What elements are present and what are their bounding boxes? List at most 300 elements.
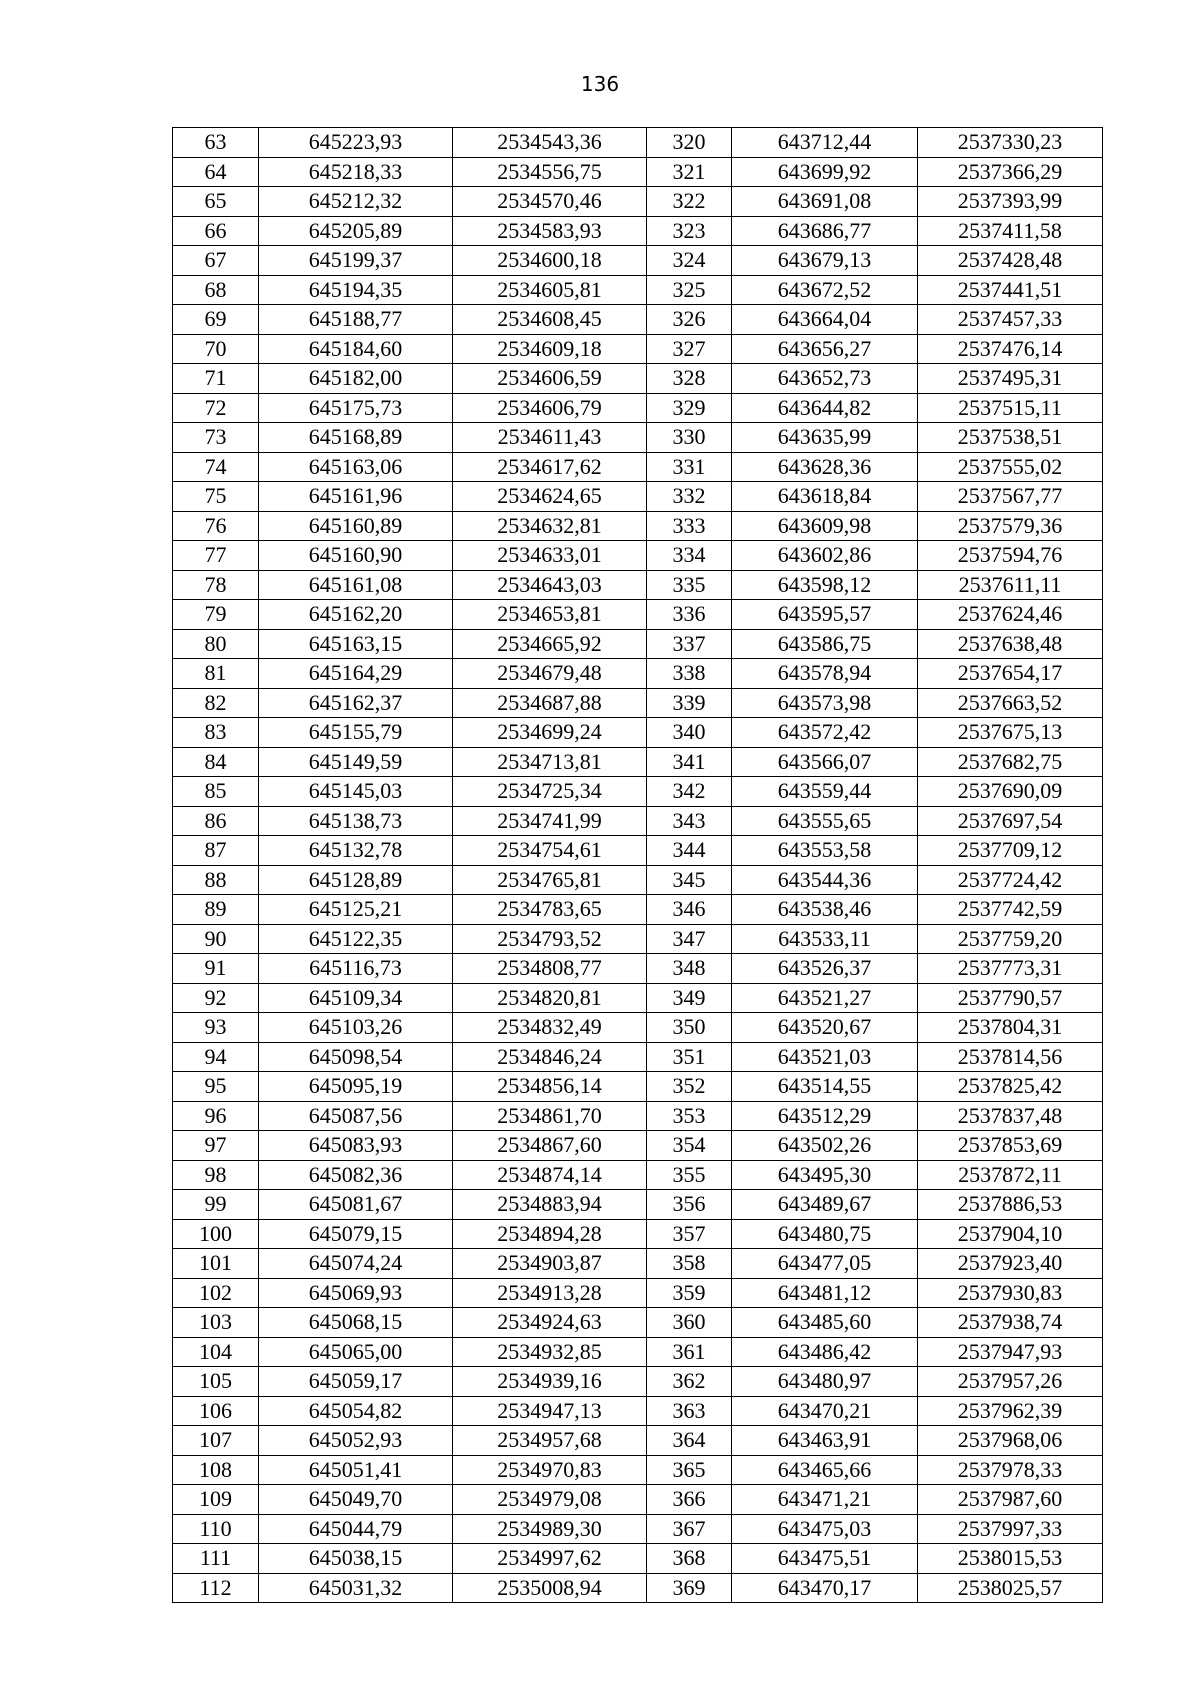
x-coordinate-cell: 645212,32 [259, 187, 453, 217]
x-coordinate-cell: 643664,04 [732, 305, 918, 335]
y-coordinate-cell: 2537825,42 [918, 1072, 1103, 1102]
y-coordinate-cell: 2537987,60 [918, 1485, 1103, 1515]
point-number-cell: 348 [647, 954, 732, 984]
table-row [173, 1367, 1103, 1397]
point-number-cell: 332 [647, 482, 732, 512]
x-coordinate-cell: 645163,06 [259, 452, 453, 482]
point-number-cell: 105 [173, 1367, 259, 1397]
table-row [173, 777, 1103, 807]
point-number-cell: 336 [647, 600, 732, 630]
y-coordinate-cell: 2534643,03 [453, 570, 647, 600]
point-number-cell: 67 [173, 246, 259, 276]
point-number-cell: 71 [173, 364, 259, 394]
table-row [173, 1160, 1103, 1190]
x-coordinate-cell: 645044,79 [259, 1514, 453, 1544]
point-number-cell: 91 [173, 954, 259, 984]
y-coordinate-cell: 2537654,17 [918, 659, 1103, 689]
y-coordinate-cell: 2534970,83 [453, 1455, 647, 1485]
point-number-cell: 87 [173, 836, 259, 866]
y-coordinate-cell: 2534608,45 [453, 305, 647, 335]
y-coordinate-cell: 2534903,87 [453, 1249, 647, 1279]
point-number-cell: 341 [647, 747, 732, 777]
x-coordinate-cell: 645125,21 [259, 895, 453, 925]
x-coordinate-cell: 643544,36 [732, 865, 918, 895]
y-coordinate-cell: 2534932,85 [453, 1337, 647, 1367]
point-number-cell: 351 [647, 1042, 732, 1072]
point-number-cell: 322 [647, 187, 732, 217]
point-number-cell: 108 [173, 1455, 259, 1485]
x-coordinate-cell: 643480,75 [732, 1219, 918, 1249]
x-coordinate-cell: 643521,27 [732, 983, 918, 1013]
point-number-cell: 89 [173, 895, 259, 925]
x-coordinate-cell: 643644,82 [732, 393, 918, 423]
table-row [173, 1396, 1103, 1426]
point-number-cell: 343 [647, 806, 732, 836]
y-coordinate-cell: 2534600,18 [453, 246, 647, 276]
table-row [173, 541, 1103, 571]
point-number-cell: 355 [647, 1160, 732, 1190]
x-coordinate-cell: 645223,93 [259, 128, 453, 158]
point-number-cell: 112 [173, 1573, 259, 1603]
x-coordinate-cell: 645163,15 [259, 629, 453, 659]
x-coordinate-cell: 645128,89 [259, 865, 453, 895]
y-coordinate-cell: 2537663,52 [918, 688, 1103, 718]
y-coordinate-cell: 2534846,24 [453, 1042, 647, 1072]
y-coordinate-cell: 2537330,23 [918, 128, 1103, 158]
y-coordinate-cell: 2537515,11 [918, 393, 1103, 423]
y-coordinate-cell: 2537886,53 [918, 1190, 1103, 1220]
x-coordinate-cell: 643679,13 [732, 246, 918, 276]
y-coordinate-cell: 2534979,08 [453, 1485, 647, 1515]
point-number-cell: 368 [647, 1544, 732, 1574]
point-number-cell: 96 [173, 1101, 259, 1131]
x-coordinate-cell: 643485,60 [732, 1308, 918, 1338]
y-coordinate-cell: 2537476,14 [918, 334, 1103, 364]
table-row [173, 924, 1103, 954]
x-coordinate-cell: 643465,66 [732, 1455, 918, 1485]
point-number-cell: 342 [647, 777, 732, 807]
y-coordinate-cell: 2534609,18 [453, 334, 647, 364]
x-coordinate-cell: 645161,08 [259, 570, 453, 600]
table-row [173, 895, 1103, 925]
point-number-cell: 86 [173, 806, 259, 836]
point-number-cell: 321 [647, 157, 732, 187]
x-coordinate-cell: 643602,86 [732, 541, 918, 571]
y-coordinate-cell: 2537923,40 [918, 1249, 1103, 1279]
y-coordinate-cell: 2537495,31 [918, 364, 1103, 394]
y-coordinate-cell: 2538025,57 [918, 1573, 1103, 1603]
x-coordinate-cell: 643480,97 [732, 1367, 918, 1397]
y-coordinate-cell: 2537938,74 [918, 1308, 1103, 1338]
table-row [173, 334, 1103, 364]
x-coordinate-cell: 643553,58 [732, 836, 918, 866]
y-coordinate-cell: 2534605,81 [453, 275, 647, 305]
x-coordinate-cell: 645182,00 [259, 364, 453, 394]
table-row [173, 1573, 1103, 1603]
point-number-cell: 359 [647, 1278, 732, 1308]
x-coordinate-cell: 645054,82 [259, 1396, 453, 1426]
point-number-cell: 68 [173, 275, 259, 305]
point-number-cell: 365 [647, 1455, 732, 1485]
point-number-cell: 323 [647, 216, 732, 246]
table-row [173, 1514, 1103, 1544]
point-number-cell: 327 [647, 334, 732, 364]
page-number: 136 [580, 72, 620, 96]
point-number-cell: 107 [173, 1426, 259, 1456]
y-coordinate-cell: 2534687,88 [453, 688, 647, 718]
x-coordinate-cell: 643470,17 [732, 1573, 918, 1603]
point-number-cell: 103 [173, 1308, 259, 1338]
y-coordinate-cell: 2534611,43 [453, 423, 647, 453]
y-coordinate-cell: 2537393,99 [918, 187, 1103, 217]
y-coordinate-cell: 2534874,14 [453, 1160, 647, 1190]
point-number-cell: 102 [173, 1278, 259, 1308]
y-coordinate-cell: 2537638,48 [918, 629, 1103, 659]
y-coordinate-cell: 2537457,33 [918, 305, 1103, 335]
point-number-cell: 109 [173, 1485, 259, 1515]
x-coordinate-cell: 643521,03 [732, 1042, 918, 1072]
point-number-cell: 338 [647, 659, 732, 689]
y-coordinate-cell: 2534556,75 [453, 157, 647, 187]
table-row [173, 747, 1103, 777]
y-coordinate-cell: 2534617,62 [453, 452, 647, 482]
point-number-cell: 357 [647, 1219, 732, 1249]
x-coordinate-cell: 643699,92 [732, 157, 918, 187]
table-row [173, 1426, 1103, 1456]
x-coordinate-cell: 645031,32 [259, 1573, 453, 1603]
x-coordinate-cell: 645188,77 [259, 305, 453, 335]
x-coordinate-cell: 643672,52 [732, 275, 918, 305]
y-coordinate-cell: 2537555,02 [918, 452, 1103, 482]
y-coordinate-cell: 2538015,53 [918, 1544, 1103, 1574]
point-number-cell: 82 [173, 688, 259, 718]
point-number-cell: 361 [647, 1337, 732, 1367]
table-row [173, 1485, 1103, 1515]
x-coordinate-cell: 645162,20 [259, 600, 453, 630]
x-coordinate-cell: 645199,37 [259, 246, 453, 276]
y-coordinate-cell: 2537759,20 [918, 924, 1103, 954]
y-coordinate-cell: 2537366,29 [918, 157, 1103, 187]
point-number-cell: 349 [647, 983, 732, 1013]
y-coordinate-cell: 2537904,10 [918, 1219, 1103, 1249]
x-coordinate-cell: 645116,73 [259, 954, 453, 984]
table-row [173, 688, 1103, 718]
x-coordinate-cell: 643712,44 [732, 128, 918, 158]
x-coordinate-cell: 643475,51 [732, 1544, 918, 1574]
x-coordinate-cell: 643481,12 [732, 1278, 918, 1308]
x-coordinate-cell: 645160,89 [259, 511, 453, 541]
y-coordinate-cell: 2534606,79 [453, 393, 647, 423]
point-number-cell: 360 [647, 1308, 732, 1338]
point-number-cell: 72 [173, 393, 259, 423]
x-coordinate-cell: 643470,21 [732, 1396, 918, 1426]
y-coordinate-cell: 2537579,36 [918, 511, 1103, 541]
x-coordinate-cell: 643598,12 [732, 570, 918, 600]
y-coordinate-cell: 2537682,75 [918, 747, 1103, 777]
table-row [173, 1219, 1103, 1249]
y-coordinate-cell: 2537968,06 [918, 1426, 1103, 1456]
y-coordinate-cell: 2537428,48 [918, 246, 1103, 276]
x-coordinate-cell: 643471,21 [732, 1485, 918, 1515]
point-number-cell: 93 [173, 1013, 259, 1043]
y-coordinate-cell: 2534633,01 [453, 541, 647, 571]
point-number-cell: 110 [173, 1514, 259, 1544]
x-coordinate-cell: 643486,42 [732, 1337, 918, 1367]
y-coordinate-cell: 2534624,65 [453, 482, 647, 512]
y-coordinate-cell: 2537947,93 [918, 1337, 1103, 1367]
y-coordinate-cell: 2534765,81 [453, 865, 647, 895]
y-coordinate-cell: 2537997,33 [918, 1514, 1103, 1544]
point-number-cell: 97 [173, 1131, 259, 1161]
x-coordinate-cell: 643489,67 [732, 1190, 918, 1220]
point-number-cell: 325 [647, 275, 732, 305]
x-coordinate-cell: 643538,46 [732, 895, 918, 925]
table-row [173, 1278, 1103, 1308]
table-row [173, 629, 1103, 659]
y-coordinate-cell: 2534924,63 [453, 1308, 647, 1338]
y-coordinate-cell: 2537675,13 [918, 718, 1103, 748]
x-coordinate-cell: 643477,05 [732, 1249, 918, 1279]
x-coordinate-cell: 645049,70 [259, 1485, 453, 1515]
y-coordinate-cell: 2534665,92 [453, 629, 647, 659]
x-coordinate-cell: 645079,15 [259, 1219, 453, 1249]
point-number-cell: 63 [173, 128, 259, 158]
y-coordinate-cell: 2534793,52 [453, 924, 647, 954]
x-coordinate-cell: 643502,26 [732, 1131, 918, 1161]
point-number-cell: 347 [647, 924, 732, 954]
x-coordinate-cell: 645059,17 [259, 1367, 453, 1397]
y-coordinate-cell: 2534699,24 [453, 718, 647, 748]
x-coordinate-cell: 643609,98 [732, 511, 918, 541]
table-row [173, 1013, 1103, 1043]
x-coordinate-cell: 645138,73 [259, 806, 453, 836]
y-coordinate-cell: 2537773,31 [918, 954, 1103, 984]
y-coordinate-cell: 2534783,65 [453, 895, 647, 925]
y-coordinate-cell: 2534570,46 [453, 187, 647, 217]
y-coordinate-cell: 2534679,48 [453, 659, 647, 689]
x-coordinate-cell: 645205,89 [259, 216, 453, 246]
y-coordinate-cell: 2534832,49 [453, 1013, 647, 1043]
point-number-cell: 111 [173, 1544, 259, 1574]
point-number-cell: 99 [173, 1190, 259, 1220]
x-coordinate-cell: 645051,41 [259, 1455, 453, 1485]
point-number-cell: 66 [173, 216, 259, 246]
x-coordinate-cell: 645162,37 [259, 688, 453, 718]
point-number-cell: 324 [647, 246, 732, 276]
y-coordinate-cell: 2534913,28 [453, 1278, 647, 1308]
point-number-cell: 92 [173, 983, 259, 1013]
x-coordinate-cell: 643463,91 [732, 1426, 918, 1456]
x-coordinate-cell: 645122,35 [259, 924, 453, 954]
table-row [173, 187, 1103, 217]
point-number-cell: 326 [647, 305, 732, 335]
x-coordinate-cell: 643586,75 [732, 629, 918, 659]
table-row [173, 275, 1103, 305]
table-row [173, 1455, 1103, 1485]
point-number-cell: 334 [647, 541, 732, 571]
x-coordinate-cell: 643566,07 [732, 747, 918, 777]
y-coordinate-cell: 2537978,33 [918, 1455, 1103, 1485]
x-coordinate-cell: 645103,26 [259, 1013, 453, 1043]
point-number-cell: 95 [173, 1072, 259, 1102]
y-coordinate-cell: 2534725,34 [453, 777, 647, 807]
point-number-cell: 74 [173, 452, 259, 482]
x-coordinate-cell: 643578,94 [732, 659, 918, 689]
x-coordinate-cell: 645175,73 [259, 393, 453, 423]
point-number-cell: 88 [173, 865, 259, 895]
y-coordinate-cell: 2534741,99 [453, 806, 647, 836]
y-coordinate-cell: 2534939,16 [453, 1367, 647, 1397]
point-number-cell: 328 [647, 364, 732, 394]
y-coordinate-cell: 2534856,14 [453, 1072, 647, 1102]
y-coordinate-cell: 2537962,39 [918, 1396, 1103, 1426]
y-coordinate-cell: 2534632,81 [453, 511, 647, 541]
x-coordinate-cell: 643573,98 [732, 688, 918, 718]
x-coordinate-cell: 645095,19 [259, 1072, 453, 1102]
point-number-cell: 330 [647, 423, 732, 453]
point-number-cell: 335 [647, 570, 732, 600]
x-coordinate-cell: 645149,59 [259, 747, 453, 777]
table-row [173, 836, 1103, 866]
table-row [173, 954, 1103, 984]
table-row [173, 246, 1103, 276]
y-coordinate-cell: 2537567,77 [918, 482, 1103, 512]
table-row [173, 718, 1103, 748]
x-coordinate-cell: 643555,65 [732, 806, 918, 836]
x-coordinate-cell: 645087,56 [259, 1101, 453, 1131]
y-coordinate-cell: 2534861,70 [453, 1101, 647, 1131]
point-number-cell: 329 [647, 393, 732, 423]
x-coordinate-cell: 643559,44 [732, 777, 918, 807]
x-coordinate-cell: 645081,67 [259, 1190, 453, 1220]
point-number-cell: 344 [647, 836, 732, 866]
y-coordinate-cell: 2537790,57 [918, 983, 1103, 1013]
x-coordinate-cell: 645161,96 [259, 482, 453, 512]
x-coordinate-cell: 645038,15 [259, 1544, 453, 1574]
point-number-cell: 366 [647, 1485, 732, 1515]
x-coordinate-cell: 645109,34 [259, 983, 453, 1013]
x-coordinate-cell: 643618,84 [732, 482, 918, 512]
point-number-cell: 331 [647, 452, 732, 482]
y-coordinate-cell: 2537957,26 [918, 1367, 1103, 1397]
x-coordinate-cell: 645082,36 [259, 1160, 453, 1190]
x-coordinate-cell: 643520,67 [732, 1013, 918, 1043]
point-number-cell: 345 [647, 865, 732, 895]
point-number-cell: 346 [647, 895, 732, 925]
table-row [173, 1072, 1103, 1102]
y-coordinate-cell: 2534713,81 [453, 747, 647, 777]
x-coordinate-cell: 643628,36 [732, 452, 918, 482]
y-coordinate-cell: 2537930,83 [918, 1278, 1103, 1308]
table-row [173, 600, 1103, 630]
x-coordinate-cell: 643526,37 [732, 954, 918, 984]
y-coordinate-cell: 2537804,31 [918, 1013, 1103, 1043]
point-number-cell: 339 [647, 688, 732, 718]
point-number-cell: 70 [173, 334, 259, 364]
x-coordinate-cell: 643686,77 [732, 216, 918, 246]
point-number-cell: 101 [173, 1249, 259, 1279]
table-row [173, 1190, 1103, 1220]
y-coordinate-cell: 2534947,13 [453, 1396, 647, 1426]
point-number-cell: 100 [173, 1219, 259, 1249]
x-coordinate-cell: 643514,55 [732, 1072, 918, 1102]
point-number-cell: 80 [173, 629, 259, 659]
table-row [173, 511, 1103, 541]
y-coordinate-cell: 2534606,59 [453, 364, 647, 394]
y-coordinate-cell: 2537611,11 [918, 570, 1103, 600]
point-number-cell: 83 [173, 718, 259, 748]
point-number-cell: 358 [647, 1249, 732, 1279]
y-coordinate-cell: 2537853,69 [918, 1131, 1103, 1161]
point-number-cell: 84 [173, 747, 259, 777]
y-coordinate-cell: 2537837,48 [918, 1101, 1103, 1131]
y-coordinate-cell: 2534883,94 [453, 1190, 647, 1220]
y-coordinate-cell: 2534867,60 [453, 1131, 647, 1161]
x-coordinate-cell: 645083,93 [259, 1131, 453, 1161]
y-coordinate-cell: 2537411,58 [918, 216, 1103, 246]
y-coordinate-cell: 2534957,68 [453, 1426, 647, 1456]
x-coordinate-cell: 645168,89 [259, 423, 453, 453]
y-coordinate-cell: 2537697,54 [918, 806, 1103, 836]
x-coordinate-cell: 643635,99 [732, 423, 918, 453]
point-number-cell: 79 [173, 600, 259, 630]
table-row [173, 1308, 1103, 1338]
table-row [173, 1337, 1103, 1367]
point-number-cell: 64 [173, 157, 259, 187]
y-coordinate-cell: 2534820,81 [453, 983, 647, 1013]
point-number-cell: 353 [647, 1101, 732, 1131]
x-coordinate-cell: 645065,00 [259, 1337, 453, 1367]
point-number-cell: 98 [173, 1160, 259, 1190]
y-coordinate-cell: 2537624,46 [918, 600, 1103, 630]
point-number-cell: 78 [173, 570, 259, 600]
point-number-cell: 65 [173, 187, 259, 217]
y-coordinate-cell: 2537538,51 [918, 423, 1103, 453]
point-number-cell: 76 [173, 511, 259, 541]
x-coordinate-cell: 645132,78 [259, 836, 453, 866]
x-coordinate-cell: 643656,27 [732, 334, 918, 364]
table-row [173, 1131, 1103, 1161]
y-coordinate-cell: 2537709,12 [918, 836, 1103, 866]
table-row [173, 482, 1103, 512]
x-coordinate-cell: 645068,15 [259, 1308, 453, 1338]
table-row [173, 1101, 1103, 1131]
point-number-cell: 320 [647, 128, 732, 158]
table-row [173, 393, 1103, 423]
x-coordinate-cell: 643572,42 [732, 718, 918, 748]
x-coordinate-cell: 645052,93 [259, 1426, 453, 1456]
point-number-cell: 85 [173, 777, 259, 807]
point-number-cell: 73 [173, 423, 259, 453]
x-coordinate-cell: 645218,33 [259, 157, 453, 187]
table-row [173, 983, 1103, 1013]
table-row [173, 216, 1103, 246]
y-coordinate-cell: 2535008,94 [453, 1573, 647, 1603]
table-row [173, 659, 1103, 689]
table-row [173, 157, 1103, 187]
x-coordinate-cell: 645194,35 [259, 275, 453, 305]
point-number-cell: 363 [647, 1396, 732, 1426]
x-coordinate-cell: 645098,54 [259, 1042, 453, 1072]
y-coordinate-cell: 2537814,56 [918, 1042, 1103, 1072]
y-coordinate-cell: 2534894,28 [453, 1219, 647, 1249]
table-row [173, 423, 1103, 453]
x-coordinate-cell: 645164,29 [259, 659, 453, 689]
point-number-cell: 104 [173, 1337, 259, 1367]
point-number-cell: 333 [647, 511, 732, 541]
y-coordinate-cell: 2534989,30 [453, 1514, 647, 1544]
table-row [173, 1042, 1103, 1072]
